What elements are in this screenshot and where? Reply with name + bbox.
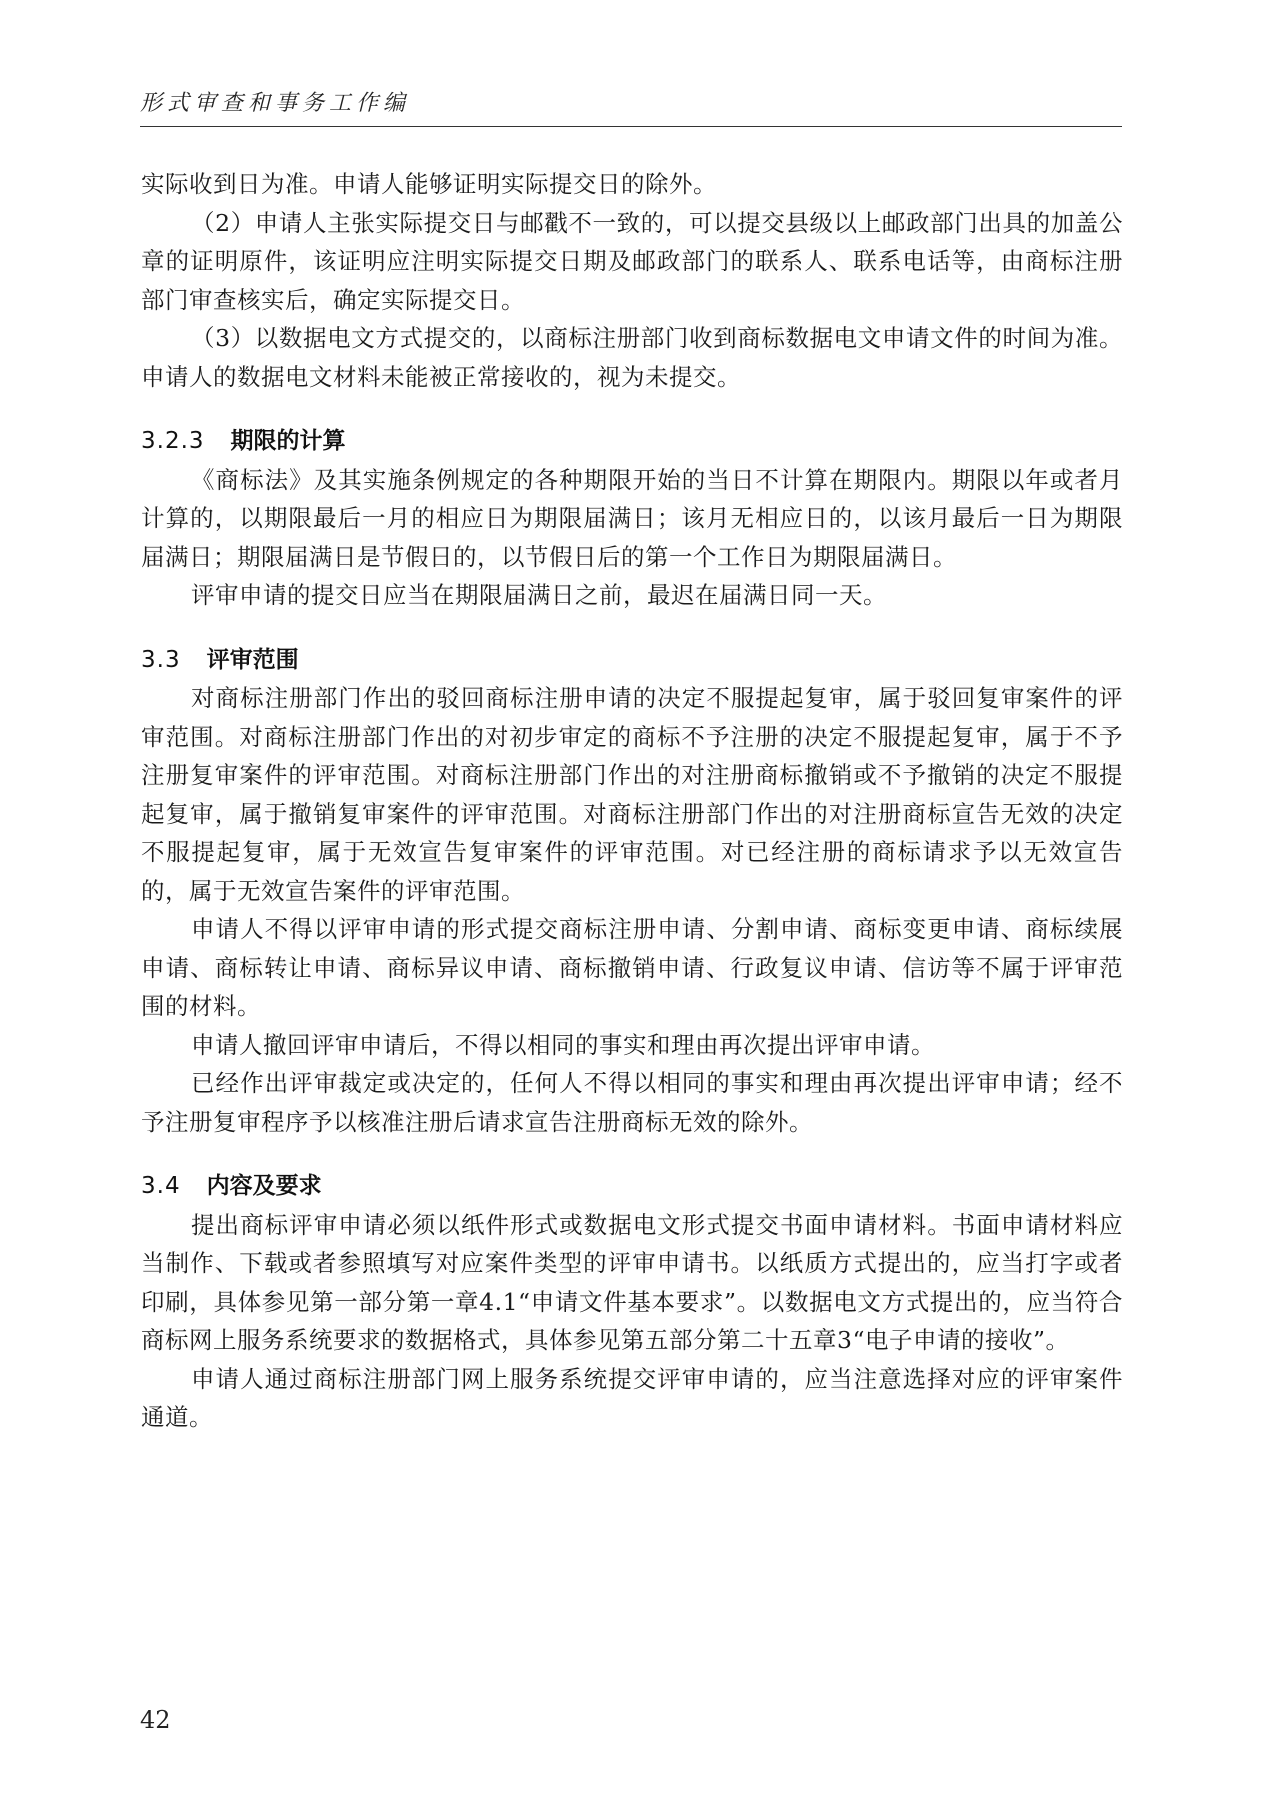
body-paragraph: 申请人撤回评审申请后，不得以相同的事实和理由再次提出评审申请。 <box>191 1030 935 1059</box>
page-number: 42 <box>140 1706 171 1734</box>
section-number: 3.3 <box>141 646 181 673</box>
running-header: 形式审查和事务工作编 <box>140 91 411 116</box>
section-number: 3.2.3 <box>141 428 205 454</box>
body-paragraph: 《商标法》及其实施条例规定的各种期限开始的当日不计算在期限内。期限以年或者月计算的，以期限最后一月的相应日为期限届满日；该月无相应日的，以该月最后一日为期限届满日；期限届满日是节假日的，以节假日后的第一个工作日为期限届满日。 <box>141 465 1123 571</box>
body-paragraph: 实际收到日为准。申请人能够证明实际提交日的除外。 <box>141 170 717 198</box>
section-heading <box>141 641 1123 680</box>
section-title: 评审范围 <box>206 646 299 673</box>
body-paragraph: 评审申请的提交日应当在期限届满日之前，最迟在届满日同一天。 <box>191 581 887 609</box>
body-paragraph: 申请人不得以评审申请的形式提交商标注册申请、分割申请、商标变更申请、商标续展申请、商标转让申请、商标异议申请、商标撤销申请、行政复议申请、信访等不属于评审范围的材料。 <box>141 915 1123 1020</box>
section-title: 内容及要求 <box>206 1173 322 1199</box>
body-paragraph: （3）以数据电文方式提交的，以商标注册部门收到商标数据电文申请文件的时间为准。申请人的数据电文材料未能被正常接收的，视为未提交。 <box>141 324 1123 391</box>
section-number: 3.4 <box>141 1173 181 1199</box>
section-heading <box>141 422 1123 461</box>
header-rule <box>140 126 1122 127</box>
body-paragraph: 对商标注册部门作出的驳回商标注册申请的决定不服提起复审，属于驳回复审案件的评审范围。对商标注册部门作出的对初步审定的商标不予注册的决定不服提起复审，属于不予注册复审案件的评审范围。对商标注册部门作出的对注册商标撤销或不予撤销的决定不服提起复审，属于撤销复审案件的评审范围。对商标注册部门作出的对注册商标宣告无效的决定不服提起复审，属于无效宣告复审案件的评审范围。对已经注册的商标请求予以无效宣告的，属于无效宣告案件的评审范围。 <box>141 684 1123 905</box>
body-paragraph: 已经作出评审裁定或决定的，任何人不得以相同的事实和理由再次提出评审申请；经不予注册复审程序予以核准注册后请求宣告注册商标无效的除外。 <box>141 1069 1123 1136</box>
page-body <box>141 165 1123 1437</box>
section-heading <box>141 1167 1123 1206</box>
body-paragraph: 申请人通过商标注册部门网上服务系统提交评审申请的，应当注意选择对应的评审案件通道。 <box>141 1364 1123 1431</box>
section-title: 期限的计算 <box>230 428 346 454</box>
body-paragraph: 提出商标评审申请必须以纸件形式或数据电文形式提交书面申请材料。书面申请材料应当制作、下载或者参照填写对应案件类型的评审申请书。以纸质方式提出的，应当打字或者印刷，具体参见第一部分第一章4.1“申请文件基本要求”。以数据电文方式提出的，应当符合商标网上服务系统要求的数据格式，具体参见第五部分第二十五章3“电子申请的接收”。 <box>141 1210 1123 1354</box>
body-paragraph: （2）申请人主张实际提交日与邮戳不一致的，可以提交县级以上邮政部门出具的加盖公章的证明原件，该证明应注明实际提交日期及邮政部门的联系人、联系电话等，由商标注册部门审查核实后，确定实际提交日。 <box>141 208 1123 314</box>
